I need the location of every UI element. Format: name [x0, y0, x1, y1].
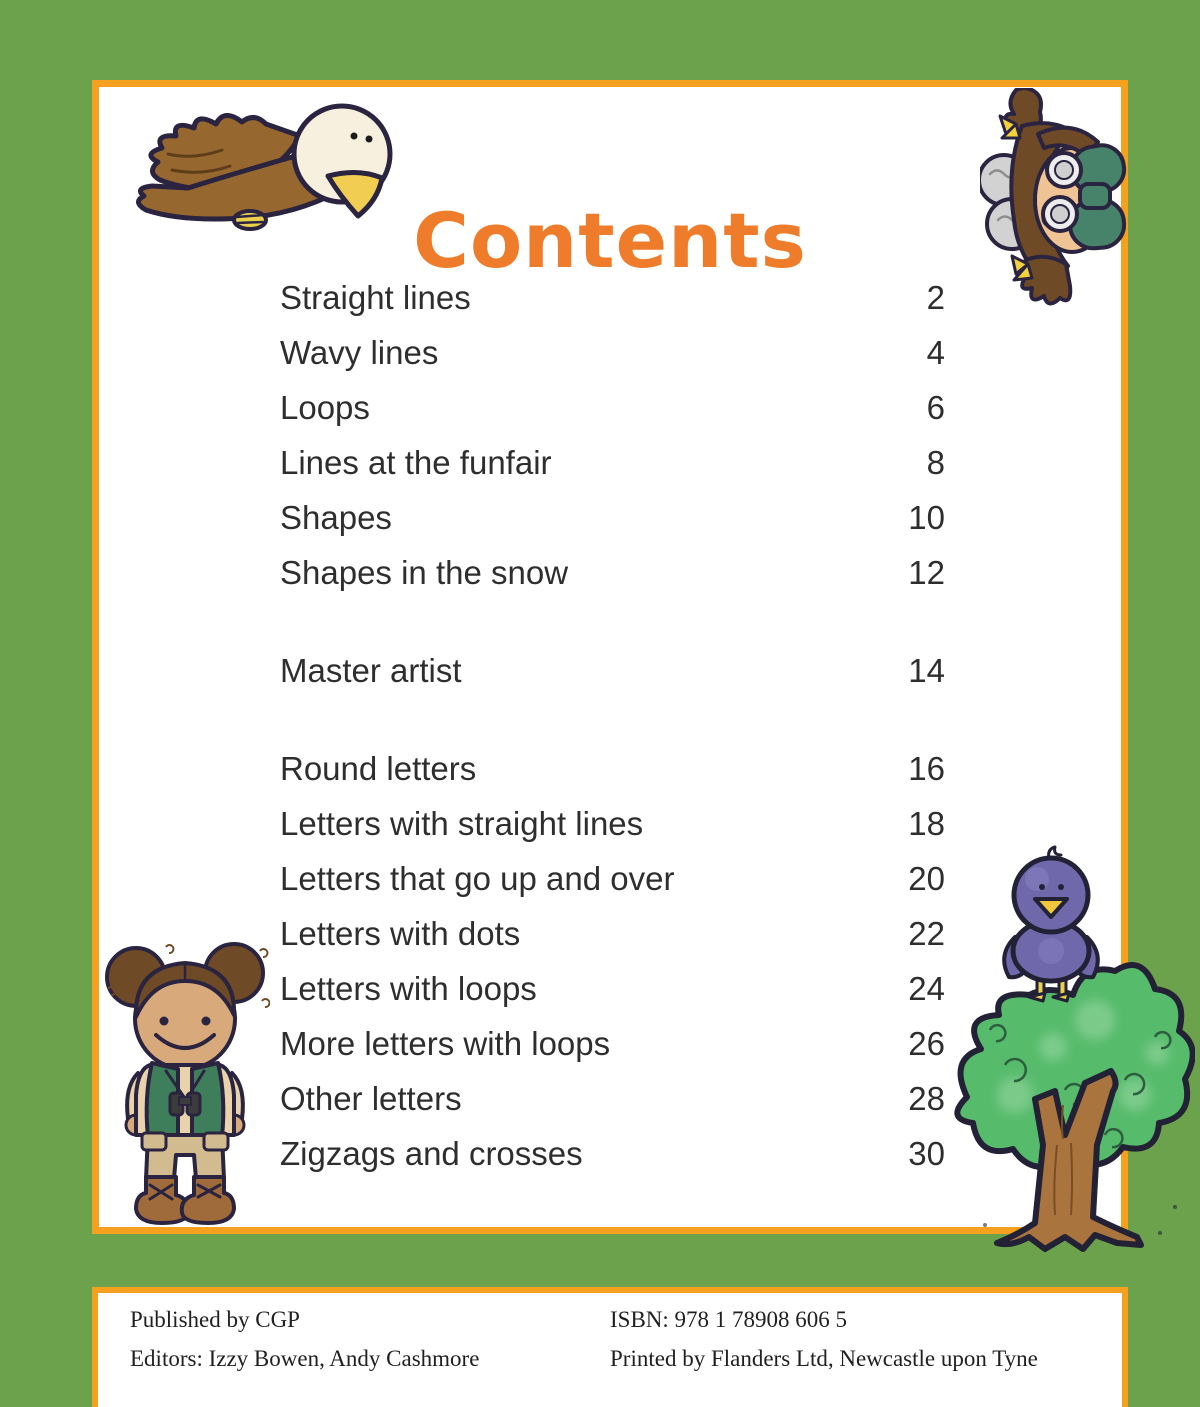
- imprint-right-column: [610, 1307, 1038, 1385]
- toc-entry-page-number: 8: [926, 443, 945, 481]
- toc-row: [280, 545, 945, 600]
- toc-entry-label: Letters that go up and over: [280, 859, 675, 897]
- toc-entry-label: Shapes in the snow: [280, 553, 569, 591]
- toc-entry-page-number: 4: [926, 333, 945, 371]
- toc-entry-label: Shapes: [280, 498, 392, 536]
- toc-row: [280, 961, 945, 1016]
- toc-entry-label: Letters with straight lines: [280, 804, 644, 842]
- boot: [182, 1177, 234, 1223]
- toc-group: [280, 643, 945, 698]
- toc-entry-page-number: 2: [926, 278, 945, 316]
- toc-row: [280, 325, 945, 380]
- toc-entry-label: Lines at the funfair: [280, 443, 552, 481]
- toc-row: [280, 906, 945, 961]
- toc-entry-page-number: 28: [908, 1079, 945, 1117]
- flying-eagle-illustration: [132, 92, 402, 242]
- purple-bird-on-tree-illustration: [945, 845, 1195, 1265]
- toc-entry-page-number: 24: [908, 969, 945, 1007]
- toc-row: [280, 741, 945, 796]
- explorer-girl-with-binoculars-illustration: [100, 937, 270, 1230]
- toc-row: [280, 1016, 945, 1071]
- publisher-line: Published by CGP: [130, 1307, 300, 1332]
- imprint-left-column: [130, 1307, 479, 1385]
- pocket: [204, 1133, 228, 1150]
- toc-entry-label: More letters with loops: [280, 1024, 611, 1062]
- toc-entry-label: Letters with loops: [280, 969, 537, 1007]
- eagle-eye: [366, 136, 373, 143]
- toc-entry-label: Zigzags and crosses: [280, 1134, 583, 1172]
- toc-entry-page-number: 10: [908, 498, 945, 536]
- eagle-eye: [351, 133, 358, 140]
- toc-group: [280, 270, 945, 600]
- toc-entry-page-number: 18: [908, 804, 945, 842]
- eye: [160, 1017, 169, 1026]
- eagle-feet: [234, 211, 266, 229]
- bird-head: [1014, 858, 1088, 932]
- toc-row: [280, 1071, 945, 1126]
- toc-entry-label: Other letters: [280, 1079, 462, 1117]
- toc-entry-label: Master artist: [280, 651, 462, 689]
- toc-entry-page-number: 26: [908, 1024, 945, 1062]
- toc-entry-page-number: 22: [908, 914, 945, 952]
- toc-row: [280, 270, 945, 325]
- toc-row: [280, 490, 945, 545]
- toc-entry-label: Wavy lines: [280, 333, 439, 371]
- toc-entry-page-number: 14: [908, 651, 945, 689]
- pocket: [142, 1133, 166, 1150]
- page-title: Contents: [413, 195, 807, 285]
- printer-line: Printed by Flanders Ltd, Newcastle upon Tyne: [610, 1346, 1038, 1371]
- toc-row: [280, 643, 945, 698]
- binoculars-bridge: [1080, 184, 1110, 208]
- toc-list: [280, 270, 945, 1181]
- toc-entry-page-number: 16: [908, 749, 945, 787]
- toc-entry-page-number: 30: [908, 1134, 945, 1172]
- toc-entry-page-number: 12: [908, 553, 945, 591]
- girl-peeking-with-binoculars-illustration: [980, 88, 1130, 310]
- isbn-line: ISBN: 978 1 78908 606 5: [610, 1307, 848, 1332]
- toc-group: [280, 741, 945, 1181]
- toc-entry-label: Round letters: [280, 749, 477, 787]
- editors-line: Editors: Izzy Bowen, Andy Cashmore: [130, 1346, 480, 1371]
- toc-entry-page-number: 20: [908, 859, 945, 897]
- toc-row: [280, 380, 945, 435]
- toc-entry-label: Loops: [280, 388, 370, 426]
- boot: [136, 1177, 188, 1223]
- toc-entry-page-number: 6: [926, 388, 945, 426]
- imprint-panel: [92, 1287, 1128, 1407]
- toc-row: [280, 1126, 945, 1181]
- eye: [202, 1017, 211, 1026]
- toc-row: [280, 851, 945, 906]
- bird-eye: [1058, 884, 1064, 890]
- toc-row: [280, 435, 945, 490]
- toc-row: [280, 796, 945, 851]
- bird-eye: [1039, 884, 1045, 890]
- toc-entry-label: Letters with dots: [280, 914, 521, 952]
- toc-entry-label: Straight lines: [280, 278, 471, 316]
